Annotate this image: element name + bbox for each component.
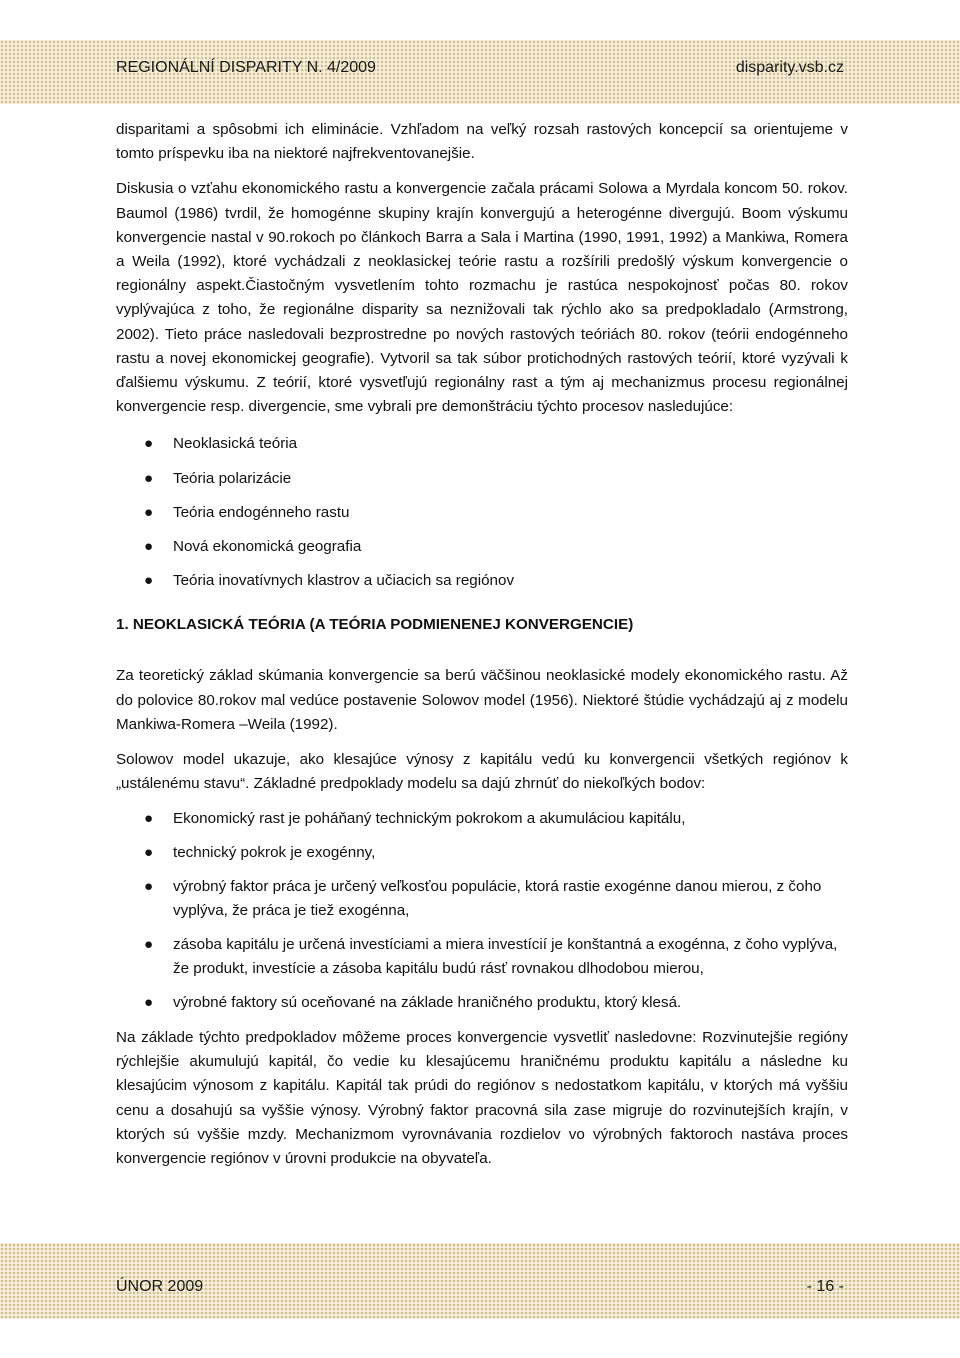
- paragraph-convergence-explanation: Na základe týchto predpokladov môžeme proces konvergencie vysvetliť nasledovne: Rozvinutejšie regióny rýchlejšie akumulujú kapitál, čo vedie ku klesajúcemu hraničnému produktu kapitálu a následne ku klesajúcim výnosom z kapitálu. Kapitál tak prúdi do regiónov s nedostatkom kapitálu, v ktorých má vyššiu cenu a dosahujú sa vyššie výnosy. Výrobný faktor pracovná sila zase migruje do rozvinutejších krajín, v ktorých sú vyššie mzdy. Mechanizmom vyrovnávania rozdielov vo výrobných faktoroch nastáva proces konvergencie regiónov v úrovni produkcie na obyvateľa.: [116, 1028, 848, 1167]
- paragraph-solow-model: Solowov model ukazuje, ako klesajúce výnosy z kapitálu vedú ku konvergencii všetkých regiónov k „ustálenému stavu“. Základné predpoklady modelu sa dajú zhrnúť do niekoľkých bodov:: [116, 751, 848, 793]
- bullet-icon: ●: [144, 993, 154, 1011]
- paragraph-convergence-discussion: Diskusia o vzťahu ekonomického rastu a konvergencie začala prácami Solowa a Myrdala koncom 50. rokov. Baumol (1986) tvrdil, že homogénne skupiny krajín konvergujú a heterogénne divergujú. Boom výskumu konvergencie nastal v 90.rokoch po článkoch Barra a Sala i Martina (1990, 1991, 1992) a Mankiwa, Romera a Weila (1992), ktoré vychádzali z neoklasickej teórie rastu a rozšírili predošlý výskum konvergencie o regionálny aspekt.Čiastočným vysvetlením tohto rozmachu je rastúca nespokojnosť počas 80. rokov vyplývajúca z toho, že regionálne disparity sa neznižovali tak rýchlo ako sa predpokladalo (Armstrong, 2002). Tieto práce nasledovali bezprostredne po nových rastových teóriách 80. rokov (teórii endogénneho rastu a novej ekonomickej geografie). Vytvoril sa tak súbor protichodných rastových teórií, ktoré vyzývali k ďalšiemu výskumu. Z teórií, ktoré vysvetľujú regionálny rast a tým aj mechanizmus procesu regionálnej konvergencie resp. divergencie, sme vybrali pre demonštráciu týchto procesov nasledujúce:: [116, 180, 848, 416]
- paragraph-theoretical-basis: Za teoretický základ skúmania konvergencie sa berú väčšinou neoklasické modely ekonomického rastu. Až do polovice 80.rokov mal vedúce postavenie Solowov model (1956). Niektoré štúdie vychádzajú aj z modelu Mankiwa-Romera –Weila (1992).: [116, 667, 848, 733]
- list-item: ● Ekonomický rast je poháňaný technickým pokrokom a akumuláciou kapitálu,: [116, 807, 848, 831]
- journal-title: REGIONÁLNÍ DISPARITY N. 4/2009: [116, 59, 376, 76]
- page-number: - 16 -: [806, 1278, 844, 1295]
- header-row: [116, 59, 844, 77]
- bullet-icon: ●: [144, 435, 154, 453]
- section-heading: 1. NEOKLASICKÁ TEÓRIA (A TEÓRIA PODMIENENEJ KONVERGENCIE): [116, 616, 634, 634]
- header-band: [0, 40, 960, 104]
- list-item: ● zásoba kapitálu je určená investíciami a miera investícií je konštantná a exogénna, z čoho vyplýva, že produkt, investície a zásoba kapitálu budú rásť rovnakou dlhodobou mierou,: [116, 933, 848, 981]
- footer-band: [0, 1243, 960, 1319]
- footer-row: [116, 1278, 844, 1296]
- page-content: [116, 118, 848, 1171]
- bullet-icon: ●: [144, 844, 154, 862]
- list-item: ● Teória endogénneho rastu: [116, 501, 848, 525]
- bullet-icon: ●: [144, 538, 154, 556]
- list-item: ● Teória polarizácie: [116, 467, 848, 491]
- list-item: ● Neoklasická teória: [116, 432, 848, 456]
- assumptions-list: [116, 807, 848, 1014]
- list-item: ● technický pokrok je exogénny,: [116, 841, 848, 865]
- bullet-icon: ●: [144, 935, 154, 953]
- bullet-icon: ●: [144, 810, 154, 828]
- bullet-icon: ●: [144, 469, 154, 487]
- bullet-icon: ●: [144, 572, 154, 590]
- bullet-icon: ●: [144, 877, 154, 895]
- list-item: ● výrobné faktory sú oceňované na základe hraničného produktu, ktorý klesá.: [116, 991, 848, 1015]
- theories-list: [116, 432, 848, 593]
- list-item: ● Teória inovatívnych klastrov a učiacich sa regiónov: [116, 569, 848, 593]
- list-item: ● Nová ekonomická geografia: [116, 535, 848, 559]
- paragraph-intro: disparitami a spôsobmi ich eliminácie. Vzhľadom na veľký rozsah rastových koncepcií sa orientujeme v tomto príspevku iba na niektoré najfrekventovanejšie.: [116, 121, 848, 163]
- footer-date: ÚNOR 2009: [116, 1278, 204, 1295]
- list-item: ● výrobný faktor práca je určený veľkosťou populácie, ktorá rastie exogénne danou mierou, z čoho vyplýva, že práca je tiež exogénna,: [116, 875, 848, 923]
- journal-website: disparity.vsb.cz: [735, 59, 844, 76]
- bullet-icon: ●: [144, 503, 154, 521]
